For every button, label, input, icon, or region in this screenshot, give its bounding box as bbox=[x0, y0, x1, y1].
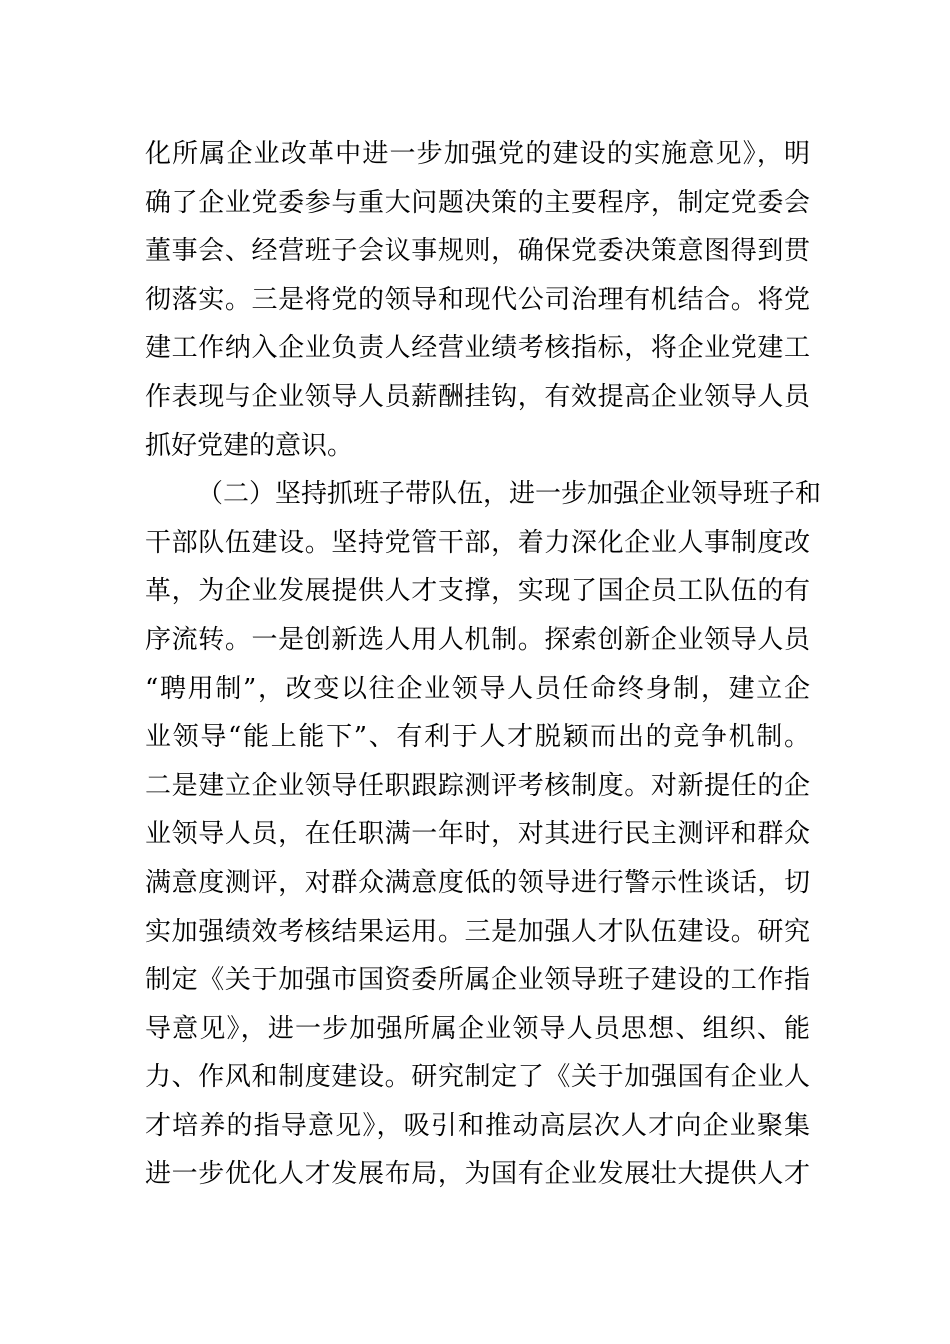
text-line: “聘用制”，改变以往企业领导人员任命终身制，建立企 bbox=[145, 673, 810, 704]
text-line: 二是建立企业领导任职跟踪测评考核制度。对新提任的企 bbox=[145, 770, 810, 801]
paragraph-2 bbox=[145, 470, 822, 1199]
text-line: 干部队伍建设。坚持党管干部，着力深化企业人事制度改 bbox=[145, 527, 810, 558]
text-line: 董事会、经营班子会议事规则，确保党委决策意图得到贯 bbox=[145, 236, 810, 267]
paragraph-1 bbox=[145, 130, 810, 470]
text-line: 业领导人员，在任职满一年时，对其进行民主测评和群众 bbox=[145, 819, 810, 850]
text-line: 进一步优化人才发展布局，为国有企业发展壮大提供人才 bbox=[145, 1159, 810, 1190]
text-line: 建工作纳入企业负责人经营业绩考核指标，将企业党建工 bbox=[145, 333, 810, 364]
text-line: 化所属企业改革中进一步加强党的建设的实施意见》，明 bbox=[145, 139, 810, 169]
text-line: 确了企业党委参与重大问题决策的主要程序，制定党委会 bbox=[145, 187, 810, 218]
text-line: 抓好党建的意识。 bbox=[145, 430, 354, 461]
text-line: 满意度测评，对群众满意度低的领导进行警示性谈话，切 bbox=[145, 867, 810, 898]
text-line: 序流转。一是创新选人用人机制。探索创新企业领导人员 bbox=[145, 624, 810, 655]
text-line: 才培养的指导意见》，吸引和推动高层次人才向企业聚集 bbox=[145, 1110, 810, 1141]
body-text bbox=[145, 130, 822, 1199]
text-line: 作表现与企业领导人员薪酬挂钩，有效提高企业领导人员 bbox=[145, 381, 810, 412]
text-line: 导意见》，进一步加强所属企业领导人员思想、组织、能 bbox=[145, 1013, 810, 1044]
text-line: 力、作风和制度建设。研究制定了《关于加强国有企业人 bbox=[145, 1062, 810, 1093]
text-line: 彻落实。三是将党的领导和现代公司治理有机结合。将党 bbox=[145, 284, 810, 315]
text-line: 业领导“能上能下”、有利于人才脱颖而出的竞争机制。 bbox=[145, 722, 810, 753]
text-line: 革，为企业发展提供人才支撑，实现了国企员工队伍的有 bbox=[145, 576, 810, 607]
text-line: （二）坚持抓班子带队伍，进一步加强企业领导班子和 bbox=[197, 479, 822, 510]
text-line: 制定《关于加强市国资委所属企业领导班子建设的工作指 bbox=[145, 965, 810, 996]
text-line: 实加强绩效考核结果运用。三是加强人才队伍建设。研究 bbox=[145, 916, 810, 947]
